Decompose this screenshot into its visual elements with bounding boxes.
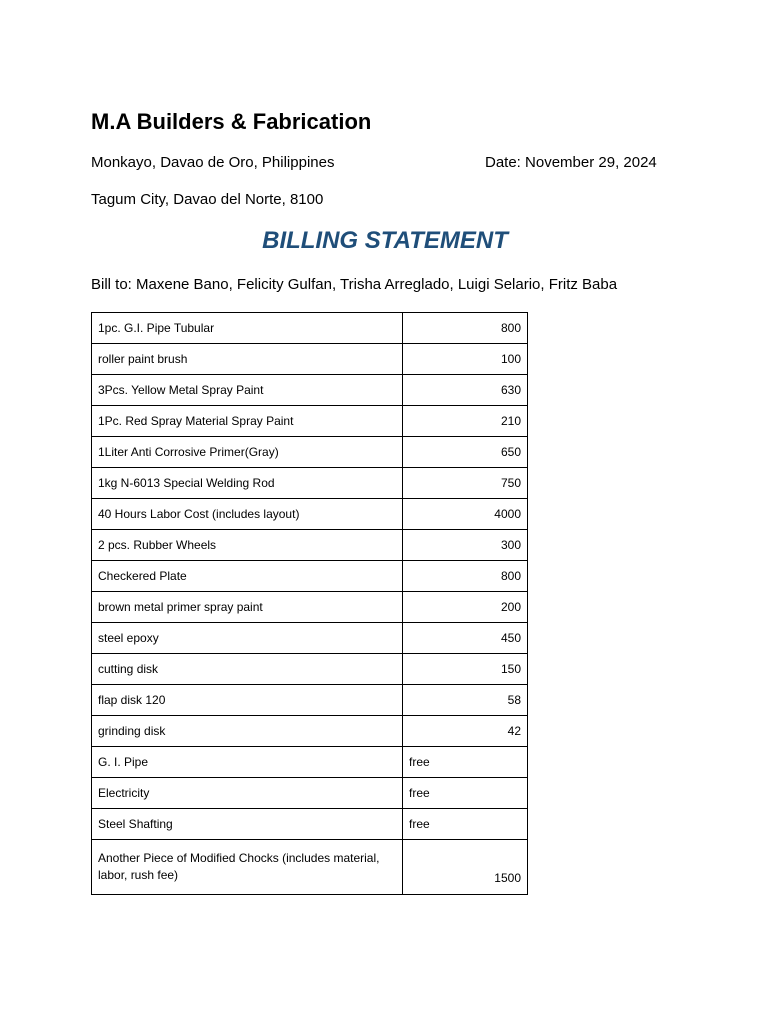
statement-date: Date: November 29, 2024: [485, 154, 657, 171]
table-row: [92, 499, 528, 530]
item-description: flap disk 120: [92, 685, 403, 716]
table-row: [92, 623, 528, 654]
item-amount: 42: [403, 716, 528, 747]
table-row: [92, 437, 528, 468]
bill-to: Bill to: Maxene Bano, Felicity Gulfan, Trisha Arreglado, Luigi Selario, Fritz Baba: [91, 276, 618, 293]
items-table-body: [92, 313, 528, 895]
item-amount: 210: [403, 406, 528, 437]
table-row: [92, 809, 528, 840]
items-table: [91, 312, 528, 895]
item-description: Another Piece of Modified Chocks (includes material, labor, rush fee): [92, 840, 403, 895]
item-description: brown metal primer spray paint: [92, 592, 403, 623]
item-amount: 1500: [403, 840, 528, 895]
item-amount: 58: [403, 685, 528, 716]
item-description: 1kg N-6013 Special Welding Rod: [92, 468, 403, 499]
table-row: [92, 344, 528, 375]
item-description: 3Pcs. Yellow Metal Spray Paint: [92, 375, 403, 406]
item-amount: 800: [403, 313, 528, 344]
table-row: [92, 468, 528, 499]
item-description: Electricity: [92, 778, 403, 809]
item-description: Checkered Plate: [92, 561, 403, 592]
table-row: [92, 778, 528, 809]
item-amount: 300: [403, 530, 528, 561]
item-amount: free: [403, 778, 528, 809]
table-row: [92, 313, 528, 344]
item-description: roller paint brush: [92, 344, 403, 375]
item-description: 40 Hours Labor Cost (includes layout): [92, 499, 403, 530]
table-row: [92, 592, 528, 623]
item-description: 1Pc. Red Spray Material Spray Paint: [92, 406, 403, 437]
address-line-1: Monkayo, Davao de Oro, Philippines: [91, 154, 335, 171]
table-row: [92, 406, 528, 437]
item-description: 1Liter Anti Corrosive Primer(Gray): [92, 437, 403, 468]
item-description: steel epoxy: [92, 623, 403, 654]
table-row: [92, 840, 528, 895]
table-row: [92, 747, 528, 778]
item-amount: free: [403, 809, 528, 840]
item-description: cutting disk: [92, 654, 403, 685]
item-amount: 200: [403, 592, 528, 623]
table-row: [92, 685, 528, 716]
table-row: [92, 530, 528, 561]
item-amount: 800: [403, 561, 528, 592]
item-amount: 650: [403, 437, 528, 468]
item-amount: free: [403, 747, 528, 778]
item-description: 1pc. G.I. Pipe Tubular: [92, 313, 403, 344]
table-row: [92, 716, 528, 747]
item-amount: 100: [403, 344, 528, 375]
table-row: [92, 561, 528, 592]
address-line-2: Tagum City, Davao del Norte, 8100: [91, 191, 324, 208]
company-name: M.A Builders & Fabrication: [91, 109, 372, 134]
item-amount: 4000: [403, 499, 528, 530]
item-description: 2 pcs. Rubber Wheels: [92, 530, 403, 561]
item-description: grinding disk: [92, 716, 403, 747]
item-description: Steel Shafting: [92, 809, 403, 840]
document-title: BILLING STATEMENT: [262, 227, 508, 254]
item-amount: 630: [403, 375, 528, 406]
item-amount: 450: [403, 623, 528, 654]
table-row: [92, 654, 528, 685]
table-row: [92, 375, 528, 406]
item-amount: 750: [403, 468, 528, 499]
item-description: G. I. Pipe: [92, 747, 403, 778]
item-amount: 150: [403, 654, 528, 685]
